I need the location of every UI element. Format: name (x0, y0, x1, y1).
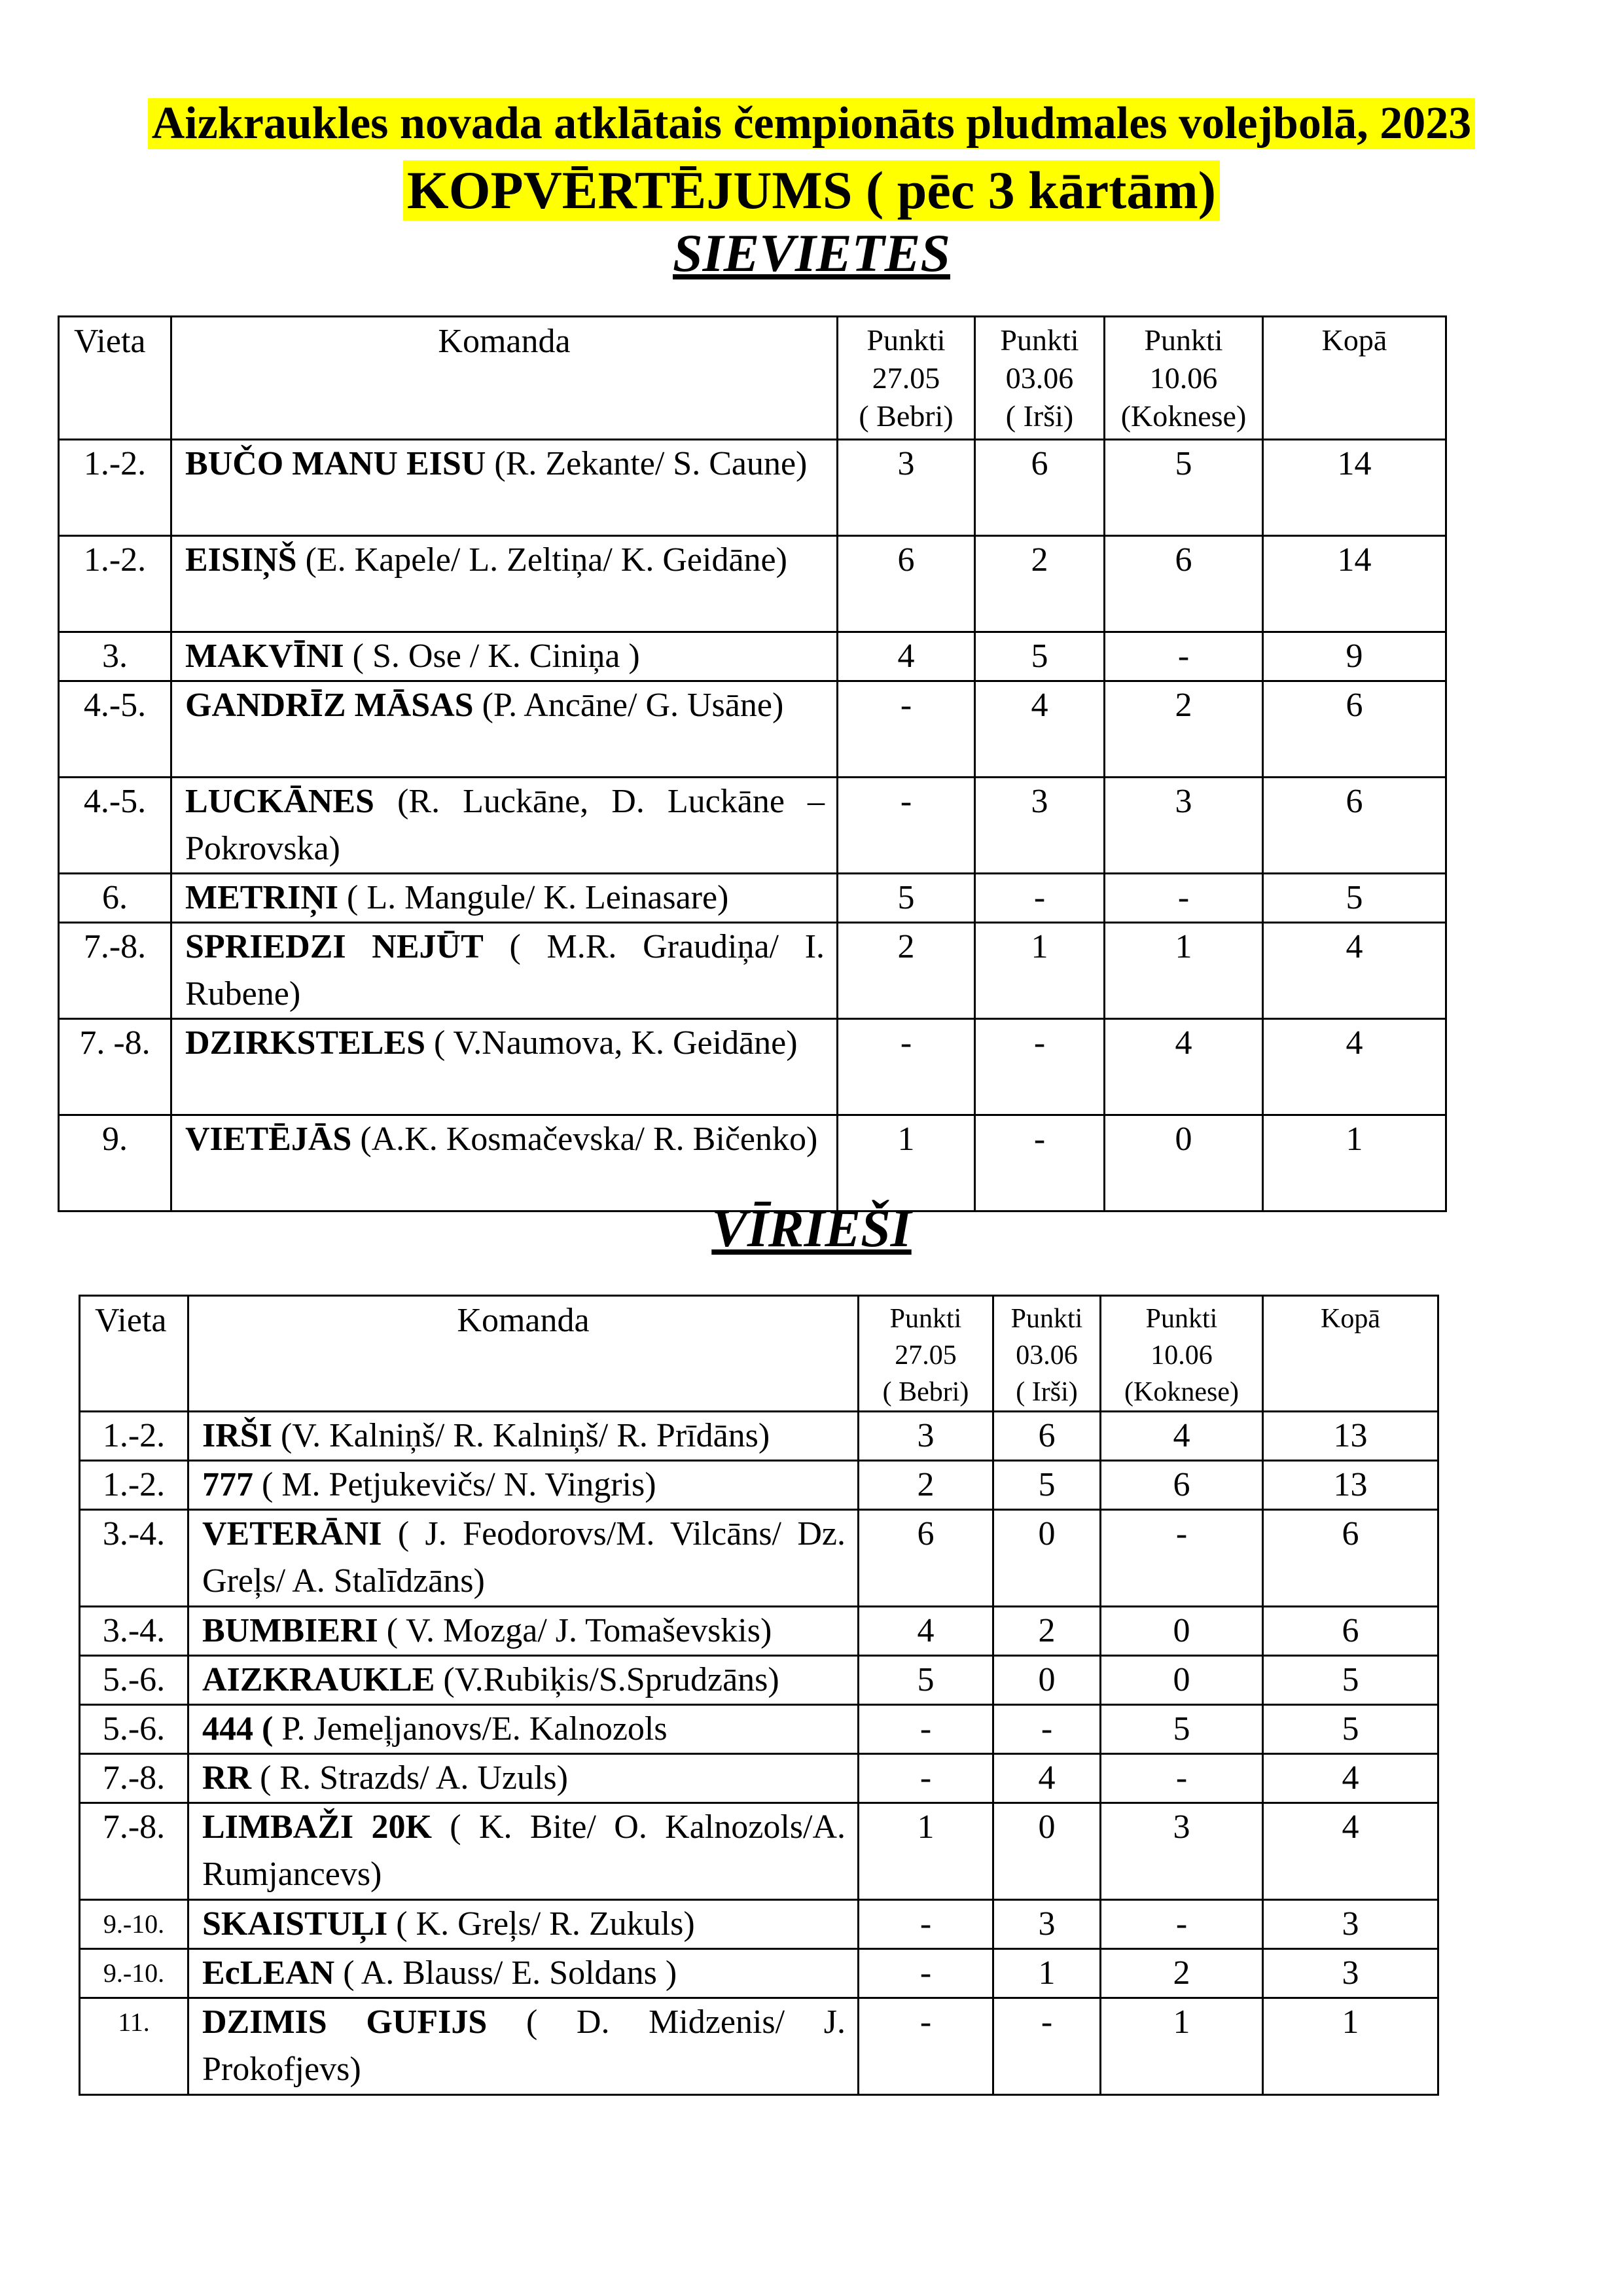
total-cell: 6 (1263, 681, 1446, 778)
points-cell-p3: 1 (1105, 923, 1263, 1019)
header-points-p2-line: 03.06 (1005, 361, 1074, 395)
header-points-p3-line: Punkti (1144, 323, 1223, 357)
table-row (80, 1705, 1438, 1754)
points-cell-p2: 3 (975, 778, 1105, 874)
team-cell (171, 1019, 838, 1115)
total-cell: 1 (1263, 1115, 1446, 1211)
total-cell: 5 (1263, 1705, 1438, 1754)
team-name: BUMBIERI (202, 1612, 378, 1649)
team-name: LIMBAŽI 20K (202, 1808, 432, 1846)
team-cell (171, 681, 838, 778)
points-cell-p1: - (838, 778, 975, 874)
table-row (80, 1900, 1438, 1949)
title-line-2-wrap (0, 160, 1623, 221)
team-cell (171, 1115, 838, 1211)
points-cell-p1: 4 (838, 632, 975, 681)
points-cell-p1: 3 (838, 440, 975, 536)
points-cell-p3: 5 (1105, 440, 1263, 536)
header-points-p1-line: ( Bebri) (882, 1377, 969, 1407)
points-cell-p1: 1 (859, 1803, 993, 1900)
header-points-p3 (1105, 317, 1263, 440)
team-name: VIETĒJĀS (185, 1121, 352, 1158)
team-members: (P. Ancāne/ G. Usāne) (482, 687, 784, 724)
header-points-p3-line: Punkti (1145, 1304, 1218, 1334)
header-points-p2-line: ( Irši) (1016, 1377, 1078, 1407)
points-cell-p1: 6 (859, 1510, 993, 1607)
place-cell: 7.-8. (80, 1754, 188, 1803)
team-members: ( V. Mozga/ J. Tomaševskis) (386, 1612, 772, 1649)
header-points-p1-line: ( Bebri) (859, 399, 954, 433)
team-members: P. Jemeļjanovs/E. Kalnozols (281, 1710, 668, 1748)
place-cell: 9. (59, 1115, 171, 1211)
team-cell (171, 632, 838, 681)
points-cell-p3: - (1101, 1900, 1263, 1949)
total-cell: 5 (1263, 1656, 1438, 1705)
points-cell-p1: 1 (838, 1115, 975, 1211)
women-standings-table (58, 315, 1447, 1212)
table-row (59, 874, 1446, 923)
team-cell (188, 1705, 859, 1754)
team-members: ( R. Strazds/ A. Uzuls) (260, 1759, 568, 1797)
team-members: ( M. Petjukevičs/ N. Vingris) (262, 1466, 656, 1503)
team-cell (188, 1607, 859, 1656)
total-cell: 4 (1263, 1803, 1438, 1900)
total-cell: 14 (1263, 536, 1446, 632)
place-cell: 5.-6. (80, 1705, 188, 1754)
points-cell-p1: 2 (859, 1461, 993, 1510)
points-cell-p3: - (1105, 874, 1263, 923)
header-komanda: Komanda (188, 1296, 859, 1412)
team-name: BUČO MANU EISU (185, 445, 486, 482)
team-members: ( L. Mangule/ K. Leinasare) (347, 879, 729, 916)
place-cell: 6. (59, 874, 171, 923)
team-members: ( K. Greļs/ R. Zukuls) (396, 1905, 695, 1943)
total-cell: 3 (1263, 1949, 1438, 1998)
total-cell: 14 (1263, 440, 1446, 536)
total-cell: 5 (1263, 874, 1446, 923)
place-cell: 4.-5. (59, 778, 171, 874)
team-members: (V.Rubiķis/S.Sprudzāns) (443, 1661, 779, 1698)
team-cell (188, 1656, 859, 1705)
team-name: 444 ( (202, 1710, 274, 1748)
header-points-p3-line: (Koknese) (1120, 399, 1247, 433)
points-cell-p2: 2 (993, 1607, 1101, 1656)
total-cell: 9 (1263, 632, 1446, 681)
table-row (59, 536, 1446, 632)
points-cell-p1: - (859, 1900, 993, 1949)
team-name: SPRIEDZI NEJŪT (185, 928, 484, 965)
points-cell-p2: 4 (975, 681, 1105, 778)
total-cell: 3 (1263, 1900, 1438, 1949)
points-cell-p3: 2 (1105, 681, 1263, 778)
place-cell: 4.-5. (59, 681, 171, 778)
team-name: LUCKĀNES (185, 783, 374, 820)
total-cell: 13 (1263, 1412, 1438, 1461)
team-cell (188, 1412, 859, 1461)
header-total: Kopā (1263, 1296, 1438, 1412)
header-points-p2-line: Punkti (1000, 323, 1079, 357)
points-cell-p2: 3 (993, 1900, 1101, 1949)
table-row (59, 923, 1446, 1019)
team-name: MAKVĪNI (185, 637, 344, 675)
points-cell-p2: 5 (993, 1461, 1101, 1510)
place-cell: 9.-10. (80, 1900, 188, 1949)
team-members: (A.K. Kosmačevska/ R. Bičenko) (360, 1121, 818, 1158)
place-cell: 1.-2. (80, 1412, 188, 1461)
total-cell: 13 (1263, 1461, 1438, 1510)
header-points-p3-line: 10.06 (1150, 1340, 1213, 1371)
table-row (80, 1754, 1438, 1803)
header-points-p2-line: Punkti (1010, 1304, 1083, 1334)
place-cell: 7. -8. (59, 1019, 171, 1115)
place-cell: 7.-8. (80, 1803, 188, 1900)
place-cell: 9.-10. (80, 1949, 188, 1998)
points-cell-p1: - (838, 681, 975, 778)
men-heading: VĪRIEŠI (711, 1198, 912, 1258)
page-title: Aizkraukles novada atklātais čempionāts pludmales volejbolā, 2023 (148, 98, 1476, 149)
team-name: AIZKRAUKLE (202, 1661, 435, 1698)
women-heading: SIEVIETES (673, 223, 950, 283)
header-points-p1-line: Punkti (889, 1304, 962, 1334)
team-cell (171, 874, 838, 923)
team-cell (188, 1949, 859, 1998)
team-members: ( V.Naumova, K. Geidāne) (434, 1024, 798, 1062)
points-cell-p3: 3 (1105, 778, 1263, 874)
points-cell-p3: 2 (1101, 1949, 1263, 1998)
table-row (80, 1998, 1438, 2095)
team-cell (188, 1998, 859, 2095)
points-cell-p2: 4 (993, 1754, 1101, 1803)
points-cell-p1: 3 (859, 1412, 993, 1461)
team-members: (E. Kapele/ L. Zeltiņa/ K. Geidāne) (305, 541, 787, 579)
table-row (80, 1656, 1438, 1705)
total-cell: 6 (1263, 1510, 1438, 1607)
place-cell: 1.-2. (59, 440, 171, 536)
team-members: (V. Kalniņš/ R. Kalniņš/ R. Prīdāns) (280, 1417, 770, 1454)
points-cell-p1: 5 (859, 1656, 993, 1705)
team-name: VETERĀNI (202, 1515, 382, 1552)
points-cell-p3: - (1101, 1754, 1263, 1803)
team-name: EISIŅŠ (185, 541, 297, 579)
points-cell-p2: 6 (993, 1412, 1101, 1461)
points-cell-p3: 1 (1101, 1998, 1263, 2095)
points-cell-p3: 0 (1101, 1656, 1263, 1705)
team-cell (188, 1510, 859, 1607)
points-cell-p2: 0 (993, 1803, 1101, 1900)
points-cell-p3: 4 (1101, 1412, 1263, 1461)
team-name: GANDRĪZ MĀSAS (185, 687, 474, 724)
place-cell: 7.-8. (59, 923, 171, 1019)
total-cell: 4 (1263, 1019, 1446, 1115)
points-cell-p1: - (859, 1949, 993, 1998)
points-cell-p3: 5 (1101, 1705, 1263, 1754)
header-points-p1-line: 27.05 (895, 1340, 957, 1371)
total-cell: 6 (1263, 1607, 1438, 1656)
table-row (80, 1510, 1438, 1607)
points-cell-p3: 6 (1101, 1461, 1263, 1510)
team-name: 777 (202, 1466, 253, 1503)
place-cell: 3. (59, 632, 171, 681)
points-cell-p2: - (975, 1115, 1105, 1211)
header-row (59, 317, 1446, 440)
team-name: DZIRKSTELES (185, 1024, 426, 1062)
points-cell-p2: 1 (993, 1949, 1101, 1998)
team-name: METRIŅI (185, 879, 339, 916)
team-cell (188, 1803, 859, 1900)
table-row (59, 681, 1446, 778)
total-cell: 4 (1263, 1754, 1438, 1803)
team-cell (171, 923, 838, 1019)
header-komanda: Komanda (171, 317, 838, 440)
points-cell-p3: 4 (1105, 1019, 1263, 1115)
header-points-p2-line: 03.06 (1016, 1340, 1078, 1371)
header-points-p1 (838, 317, 975, 440)
points-cell-p3: - (1105, 632, 1263, 681)
team-members: ( D. Midzenis/ J. Prokofjevs) (202, 2003, 846, 2088)
points-cell-p1: - (838, 1019, 975, 1115)
place-cell: 11. (80, 1998, 188, 2095)
team-members: ( J. Feodorovs/M. Vilcāns/ Dz. Greļs/ A. Stalīdzāns) (202, 1515, 846, 1600)
team-members: (R. Zekante/ S. Caune) (494, 445, 808, 482)
table-row (80, 1803, 1438, 1900)
points-cell-p3: - (1101, 1510, 1263, 1607)
total-cell: 4 (1263, 923, 1446, 1019)
points-cell-p2: 2 (975, 536, 1105, 632)
header-points-p1 (859, 1296, 993, 1412)
points-cell-p1: - (859, 1998, 993, 2095)
points-cell-p2: 6 (975, 440, 1105, 536)
table-row (59, 632, 1446, 681)
header-points-p1-line: 27.05 (872, 361, 940, 395)
header-row (80, 1296, 1438, 1412)
page-subtitle: KOPVĒRTĒJUMS ( pēc 3 kārtām) (403, 160, 1220, 221)
team-cell (171, 778, 838, 874)
points-cell-p2: - (993, 1998, 1101, 2095)
points-cell-p2: - (975, 1019, 1105, 1115)
team-members: ( S. Ose / K. Ciniņa ) (352, 637, 640, 675)
header-points-p3 (1101, 1296, 1263, 1412)
points-cell-p2: - (975, 874, 1105, 923)
points-cell-p1: 2 (838, 923, 975, 1019)
header-points-p2 (975, 317, 1105, 440)
team-cell (171, 536, 838, 632)
place-cell: 5.-6. (80, 1656, 188, 1705)
points-cell-p1: - (859, 1705, 993, 1754)
header-vieta: Vieta (80, 1296, 188, 1412)
header-points-p3-line: (Koknese) (1124, 1377, 1239, 1407)
team-name: DZIMIS GUFIJS (202, 2003, 488, 2041)
team-cell (188, 1461, 859, 1510)
team-name: IRŠI (202, 1417, 272, 1454)
header-points-p1-line: Punkti (866, 323, 946, 357)
points-cell-p1: 5 (838, 874, 975, 923)
team-cell (171, 440, 838, 536)
points-cell-p3: 0 (1101, 1607, 1263, 1656)
header-vieta: Vieta (59, 317, 171, 440)
table-row (80, 1949, 1438, 1998)
place-cell: 3.-4. (80, 1510, 188, 1607)
points-cell-p1: 6 (838, 536, 975, 632)
header-total: Kopā (1263, 317, 1446, 440)
header-points-p3-line: 10.06 (1149, 361, 1218, 395)
points-cell-p3: 3 (1101, 1803, 1263, 1900)
table-row (59, 778, 1446, 874)
table-row (59, 440, 1446, 536)
total-cell: 1 (1263, 1998, 1438, 2095)
table-row (80, 1412, 1438, 1461)
header-points-p2 (993, 1296, 1101, 1412)
table-row (80, 1461, 1438, 1510)
team-members: ( K. Bite/ O. Kalnozols/A. Rumjancevs) (202, 1808, 846, 1893)
points-cell-p2: 5 (975, 632, 1105, 681)
place-cell: 1.-2. (59, 536, 171, 632)
team-name: SKAISTUĻI (202, 1905, 388, 1943)
points-cell-p1: - (859, 1754, 993, 1803)
men-standings-table (79, 1295, 1439, 2096)
header-points-p2-line: ( Irši) (1005, 399, 1074, 433)
team-cell (188, 1900, 859, 1949)
place-cell: 3.-4. (80, 1607, 188, 1656)
team-members: (R. Luckāne, D. Luckāne – Pokrovska) (185, 783, 825, 867)
table-row (59, 1115, 1446, 1211)
place-cell: 1.-2. (80, 1461, 188, 1510)
team-name: RR (202, 1759, 252, 1797)
title-line-1-wrap (0, 98, 1623, 149)
points-cell-p2: 0 (993, 1656, 1101, 1705)
points-cell-p1: 4 (859, 1607, 993, 1656)
table-row (80, 1607, 1438, 1656)
points-cell-p2: - (993, 1705, 1101, 1754)
table-row (59, 1019, 1446, 1115)
total-cell: 6 (1263, 778, 1446, 874)
points-cell-p2: 0 (993, 1510, 1101, 1607)
team-members: ( M.R. Graudiņa/ I. Rubene) (185, 928, 825, 1013)
points-cell-p3: 6 (1105, 536, 1263, 632)
team-cell (188, 1754, 859, 1803)
team-members: ( A. Blauss/ E. Soldans ) (343, 1954, 677, 1992)
points-cell-p2: 1 (975, 923, 1105, 1019)
team-name: EcLEAN (202, 1954, 335, 1992)
points-cell-p3: 0 (1105, 1115, 1263, 1211)
